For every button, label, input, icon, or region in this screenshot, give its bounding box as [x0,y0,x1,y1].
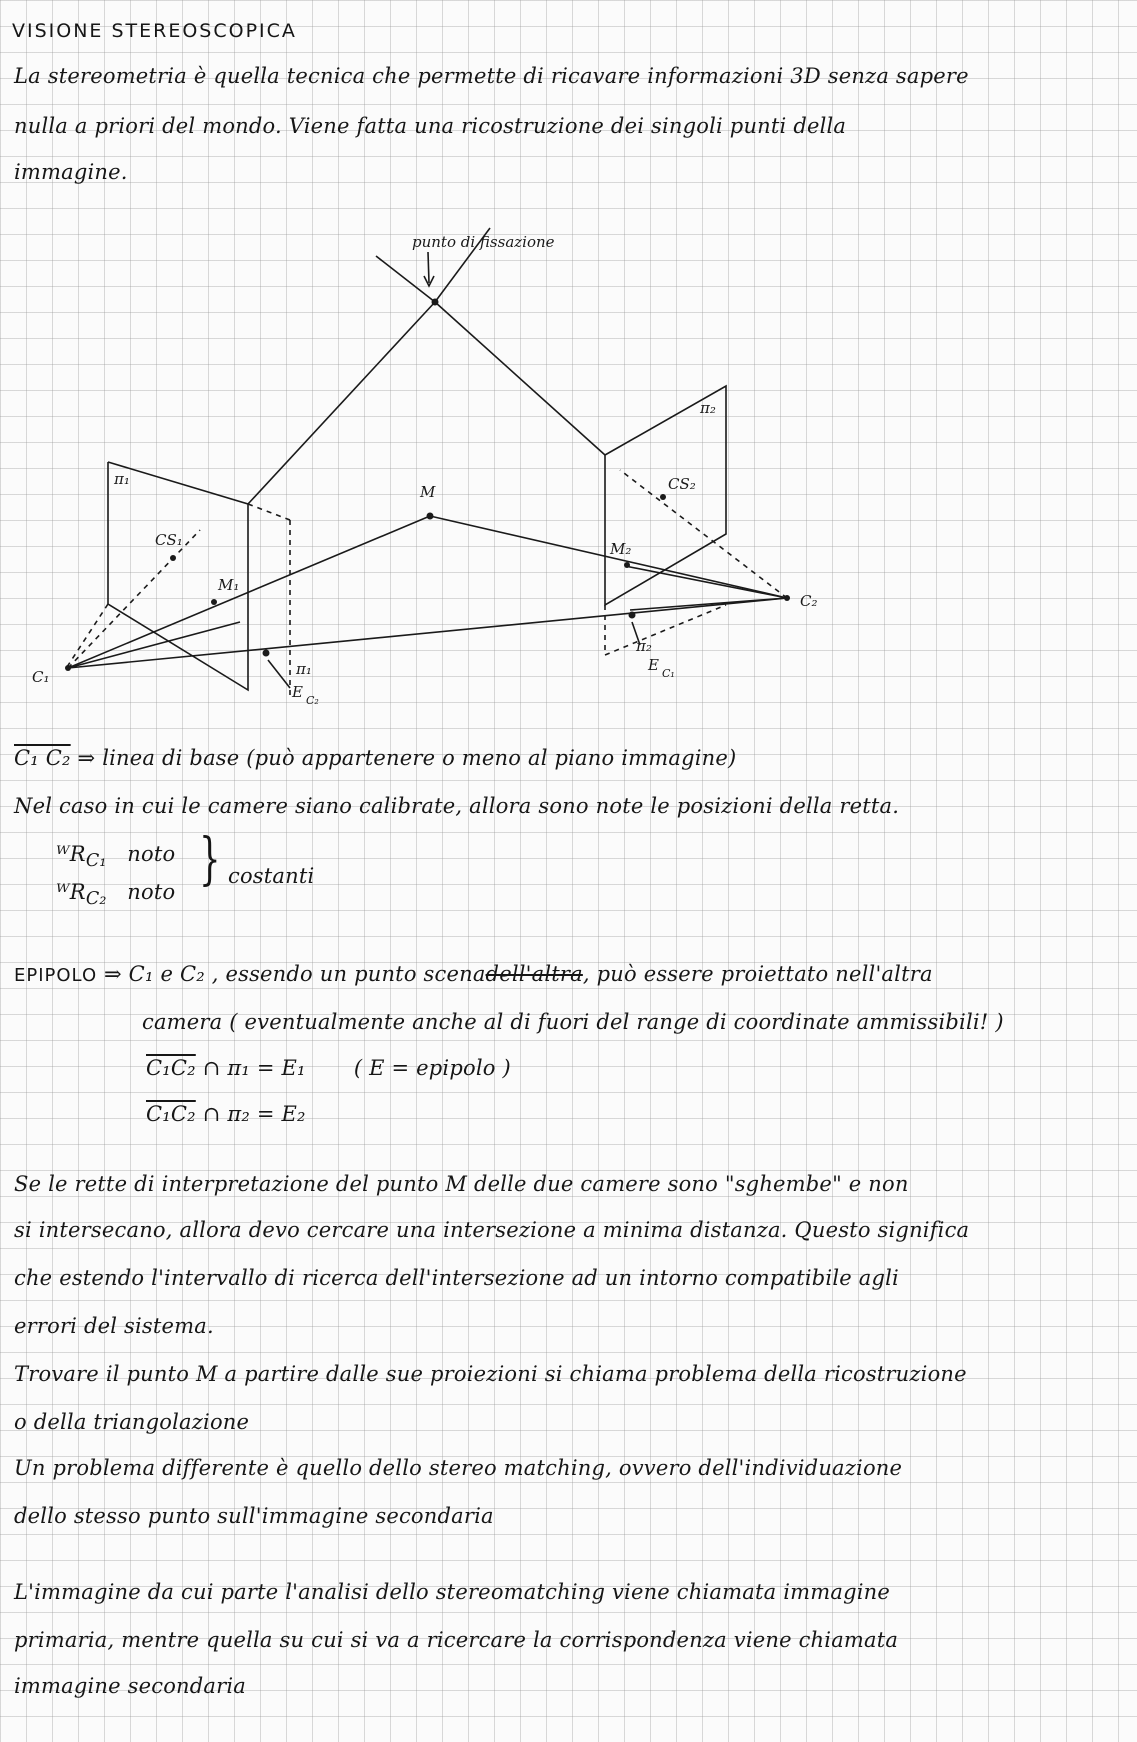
label-m: M [420,483,436,501]
calib-item-1-label: ᵂR [56,842,86,866]
label-ec1: E [648,656,659,674]
calib-item-2 [56,878,175,913]
baseline-c1-c2 [68,598,787,668]
calib-item-1-sub: C₁ [85,851,107,872]
label-ec1-sub: C₁ [662,667,675,680]
calibrated-line: Nel caso in cui le camere siano calibrate, allora sono note le posizioni della retta. [14,794,900,818]
calib-item-1-value: noto [127,842,176,866]
label-ec2-sub: C₂ [306,694,319,707]
paragraph-line-5: Trovare il punto M a partire dalle sue proiezioni si chiama problema della ricostruzione [14,1362,967,1386]
intro-line-1: La stereometria è quella tecnica che permette di ricavare informazioni 3D senza sapere [14,64,969,88]
paragraph-line-8: dello stesso punto sull'immagine secondaria [14,1504,494,1528]
label-m2: M₂ [610,540,632,558]
ray-c1-m [68,516,430,668]
page-title: VISIONE STEREOSCOPICA [12,20,297,42]
point-cs2 [660,494,666,500]
closing-line-3: immagine secondaria [14,1674,247,1698]
label-m1: M₁ [218,576,240,594]
arrow-ec2 [268,660,290,688]
label-pi1: π₁ [114,470,130,488]
baseline-text: ⇒ linea di base (può appartenere o meno al piano immagine) [77,746,737,770]
baseline-line [14,744,736,772]
calib-note: costanti [228,864,315,888]
paragraph-line-7: Un problema differente è quello dello stereo matching, ovvero dell'individuazione [14,1456,903,1480]
epipolo-eq-note: ( E = epipolo ) [353,1056,511,1080]
baseline-symbol: C₁ C₂ [14,746,71,770]
plane-left-dash-top [248,504,290,520]
intro-line-3: immagine. [14,160,128,184]
paragraph-line-6: o della triangolazione [14,1410,250,1434]
epipolo-line-1 [14,960,933,990]
closing-line-2: primaria, mentre quella su cui si va a ricercare la corrispondenza viene chiamata [14,1628,899,1652]
epipolo-eq-1 [146,1054,511,1082]
calib-item-2-sub: C₂ [85,889,107,910]
epipolo-eq-2-rhs: ∩ π₂ = E₂ [202,1102,306,1126]
paragraph-line-1: Se le rette di interpretazione del punto M delle due camere sono "sghembe" e non [14,1172,909,1196]
c1-lower-ray [68,622,240,668]
epipolo-eq-1-rhs: ∩ π₁ = E₁ [202,1056,306,1080]
point-ec2 [263,650,270,657]
point-m1 [211,599,217,605]
label-pi2-bottom: π₂ [636,637,652,655]
fixation-point [432,299,439,306]
point-ec1 [629,612,636,619]
epipolo-eq-2 [146,1100,306,1128]
point-c1 [65,665,71,671]
paragraph-line-3: che estendo l'intervallo di ricerca dell'intersezione ad un intorno compatibile agli [14,1266,899,1290]
calib-item-1 [56,840,175,875]
label-cs1: CS₁ [155,531,183,549]
label-cs2: CS₂ [668,475,696,493]
point-m2 [624,562,630,568]
calib-item-2-label: ᵂR [56,880,86,904]
epipolo-text-a: ⇒ C₁ e C₂ , essendo un punto scena [104,962,486,986]
label-pi1-bottom: π₁ [296,660,312,678]
epipolo-struck: dell'altra [485,962,583,986]
point-m [427,513,434,520]
c2-lower-ray [630,598,787,610]
stereo-geometry-diagram [0,0,1137,720]
epipolo-line-2: camera ( eventualmente anche al di fuori del range di coordinate ammissibili! ) [142,1010,1004,1034]
ray-c2-m2 [625,566,787,598]
ray-m-c2 [430,516,787,598]
calib-item-2-value: noto [127,880,176,904]
epipolo-text-b: , può essere proiettato nell'altra [582,962,933,986]
closing-line-1: L'immagine da cui parte l'analisi dello stereomatching viene chiamata immagine [14,1580,890,1604]
fixation-ray-right [435,302,605,455]
fixation-ray-left [248,302,435,504]
epipolo-eq-1-lhs: C₁C₂ [146,1056,196,1080]
fixation-arrow [428,252,429,283]
calib-brace: } [199,827,221,892]
optical-axis-left [68,530,200,668]
label-c2: C₂ [800,592,818,610]
intro-line-2: nulla a priori del mondo. Viene fatta una ricostruzione dei singoli punti della [14,114,847,138]
paragraph-line-4: errori del sistema. [14,1314,214,1338]
label-ec2: E [292,683,303,701]
point-c2 [784,595,790,601]
epipolo-eq-2-lhs: C₁C₂ [146,1102,196,1126]
epipolo-label: EPIPOLO [14,965,98,986]
label-pi2: π₂ [700,399,716,417]
plane-right-dash-base [605,605,726,655]
label-c1: C₁ [32,668,50,686]
point-cs1 [170,555,176,561]
label-fixation: punto di fissazione [412,233,555,251]
paragraph-line-2: si intersecano, allora devo cercare una intersezione a minima distanza. Questo significa [14,1218,970,1242]
